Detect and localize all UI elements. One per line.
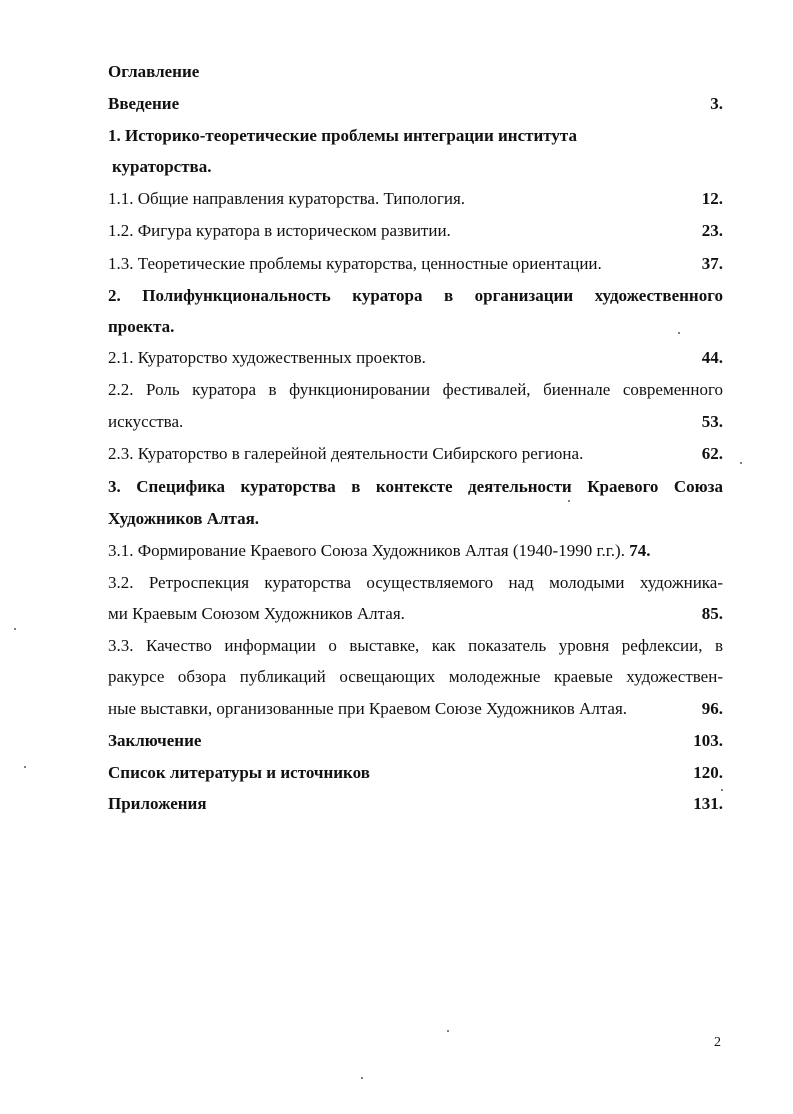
toc-entry-title: Введение bbox=[108, 94, 180, 113]
toc-entry-title: искусства. bbox=[108, 412, 184, 431]
toc-entry-page: 12. bbox=[701, 189, 723, 208]
toc-entry-3-3-line1: 3.3. Качество информации о выставке, как показатель уровня рефлексии, в bbox=[108, 636, 723, 655]
toc-entry-1-3 bbox=[108, 254, 723, 274]
toc-entry-2-3 bbox=[108, 444, 723, 464]
toc-entry-title: ные выставки, организованные при Краевом Союзе Художников Алтая. bbox=[108, 699, 628, 718]
toc-chapter-2-title-line1: 2. Полифункциональность куратора в организации художественного bbox=[108, 286, 723, 305]
toc-entry-page: 3. bbox=[710, 94, 723, 113]
scan-speck bbox=[14, 628, 16, 630]
toc-entry-title: 1.2. Фигура куратора в историческом развитии. bbox=[108, 221, 451, 240]
toc-entry-page: 74. bbox=[629, 541, 651, 560]
toc-entry-title: ми Краевым Союзом Художников Алтая. bbox=[108, 604, 405, 623]
toc-entry-2-2-line1: 2.2. Роль куратора в функционировании фестивалей, биеннале современного bbox=[108, 380, 723, 399]
toc-entry-appendices bbox=[108, 794, 723, 814]
toc-entry-title: 1.3. Теоретические проблемы кураторства, ценностные ориентации. bbox=[108, 254, 602, 273]
toc-entry-3-1 bbox=[108, 541, 723, 561]
toc-entry-page: 96. bbox=[701, 699, 723, 718]
toc-entry-title: Приложения bbox=[108, 794, 207, 813]
scan-speck bbox=[24, 766, 26, 768]
toc-entry-3-2-line1: 3.2. Ретроспекция кураторства осуществляемого над молодыми художника- bbox=[108, 573, 723, 592]
toc-entry-page: 62. bbox=[701, 444, 723, 463]
toc-entry-3-3-line3 bbox=[108, 699, 723, 719]
page-number: 2 bbox=[714, 1035, 721, 1050]
toc-entry-page: 53. bbox=[701, 412, 723, 431]
scan-speck bbox=[568, 500, 570, 502]
toc-entry-3-2-line2 bbox=[108, 604, 723, 624]
scan-speck bbox=[740, 462, 742, 464]
toc-entry-2-1 bbox=[108, 348, 723, 368]
scan-speck bbox=[361, 1077, 363, 1079]
scan-speck bbox=[678, 332, 680, 334]
toc-entry-title: Список литературы и источников bbox=[108, 763, 370, 782]
toc-entry-title: 1.1. Общие направления кураторства. Типология. bbox=[108, 189, 466, 208]
toc-entry-page: 23. bbox=[701, 221, 723, 240]
toc-entry-references bbox=[108, 763, 723, 783]
toc-chapter-2-title-line2: проекта. bbox=[108, 317, 175, 336]
toc-entry-title: Заключение bbox=[108, 731, 202, 750]
toc-entry-page: 131. bbox=[693, 794, 723, 813]
toc-entry-1-1 bbox=[108, 189, 723, 209]
toc-chapter-1-title-line2: кураторства. bbox=[112, 157, 212, 176]
toc-entry-title: 3.1. Формирование Краевого Союза Художников Алтая (1940-1990 г.г.). bbox=[108, 541, 625, 560]
toc-entry-3-3-line2: ракурсе обзора публикаций освещающих молодежные краевые художествен- bbox=[108, 667, 723, 686]
toc-chapter-3-title-line2: Художников Алтая. bbox=[108, 509, 260, 528]
toc-entry-2-2-line2 bbox=[108, 412, 723, 432]
scan-speck bbox=[721, 789, 723, 791]
toc-entry-intro bbox=[108, 94, 723, 114]
toc-chapter-3-title-line1: 3. Специфика кураторства в контексте деятельности Краевого Союза bbox=[108, 477, 723, 496]
toc-entry-page: 37. bbox=[701, 254, 723, 273]
toc-entry-title: 2.3. Кураторство в галерейной деятельности Сибирского региона. bbox=[108, 444, 584, 463]
toc-entry-1-2 bbox=[108, 221, 723, 241]
toc-entry-page: 120. bbox=[693, 763, 723, 782]
scan-speck bbox=[447, 1030, 449, 1032]
toc-entry-page: 85. bbox=[701, 604, 723, 623]
toc-entry-page: 103. bbox=[693, 731, 723, 750]
toc-entry-title: 2.1. Кураторство художественных проектов. bbox=[108, 348, 426, 367]
toc-entry-page: 44. bbox=[701, 348, 723, 367]
toc-entry-conclusion bbox=[108, 731, 723, 751]
toc-heading: Оглавление bbox=[108, 62, 200, 81]
toc-chapter-1-title-line1: 1. Историко-теоретические проблемы интеграции института bbox=[108, 126, 577, 145]
